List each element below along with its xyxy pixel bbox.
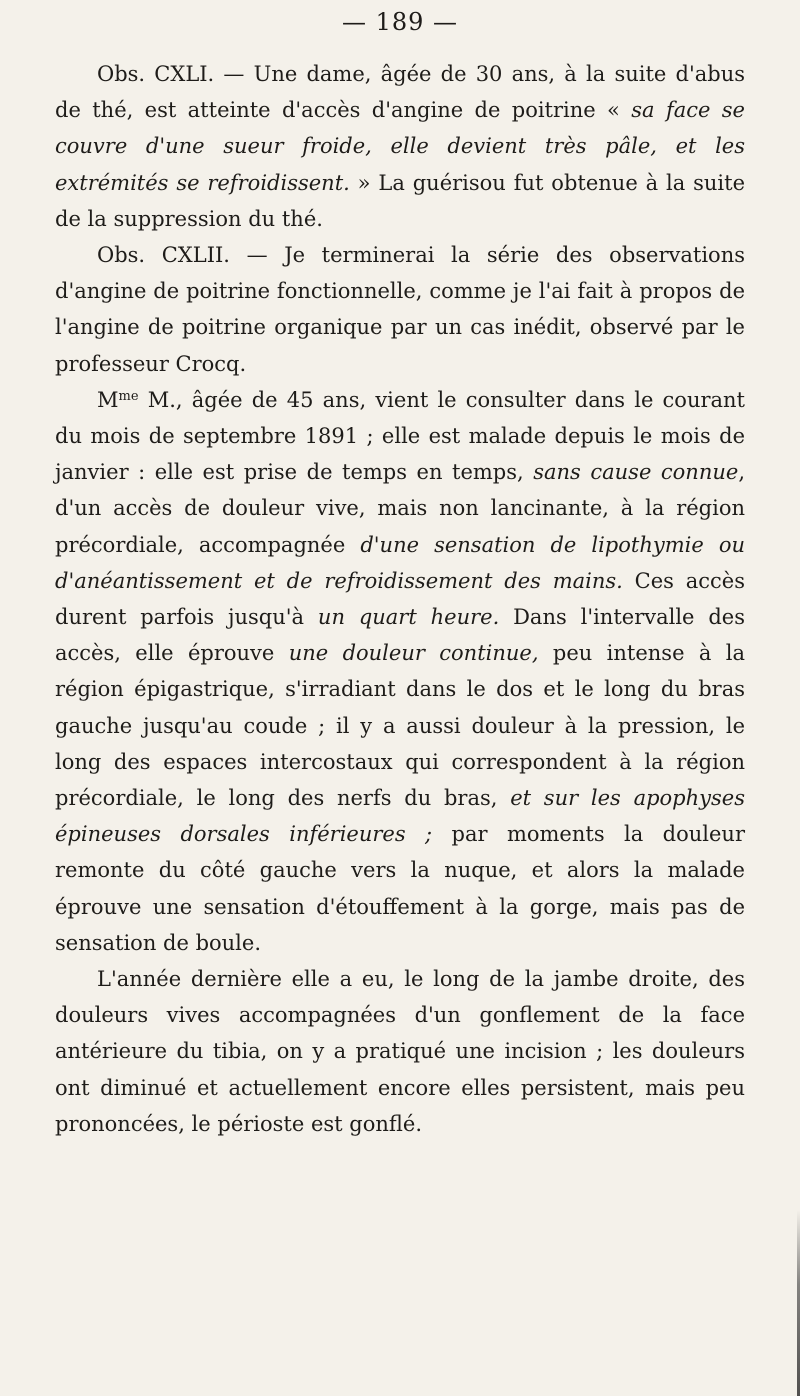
text-segment: Dans l'intervalle des accès, elle éprouve xyxy=(55,605,745,666)
italic-segment: une douleur continue, xyxy=(288,641,539,666)
text-segment: Obs. CXLII. — Je terminerai la série des observations d'angine de poitrine fonctionnelle, comme je l'ai fait à propos de l'angine de poitrine organique par un cas inédit, observé par le professeur Crocq. xyxy=(55,243,745,376)
paragraph-case-mme-m xyxy=(55,382,745,961)
text-segment: M xyxy=(97,387,119,412)
text-segment: Obs. CXLI. — Une dame, âgée de 30 ans, à la suite d'abus de thé, est atteinte d'accès d'angine de poitrine « xyxy=(55,62,745,123)
italic-segment: sa face se couvre d'une sueur froide, elle devient très pâle, et les extrémités se refroidissent. xyxy=(55,98,745,195)
text-segment: Ces accès durent parfois jusqu'à xyxy=(55,568,745,630)
text-segment: M., âgée de 45 ans, vient le consulter dans le courant du mois de septembre 1891 ; elle est malade depuis le mois de janvier : elle est prise de temps en temps, xyxy=(55,387,745,485)
text-segment: L'année dernière elle a eu, le long de la jambe droite, des douleurs vives accompagnées d'un gonflement de la face antérieure du tibia, on y a pratiqué une incision ; les douleurs ont diminué et actuellement encore elles persistent, mais peu prononcées, le périoste est gonflé. xyxy=(55,967,745,1136)
paragraph-obs-cxli xyxy=(55,56,745,237)
text-segment: peu intense à la région épigastrique, s'irradiant dans le dos et le long du bras gauche jusqu'au coude ; il y a aussi douleur à la pression, le long des espaces intercostaux qui correspondent à la région précordiale, le long des nerfs du bras, xyxy=(55,641,746,811)
paragraph-obs-cxlii xyxy=(55,237,745,382)
body-text xyxy=(55,56,745,1142)
page-number: — 189 — xyxy=(341,8,459,36)
text-segment: , d'un accès de douleur vive, mais non lancinante, à la région précordiale, accompagnée xyxy=(55,460,745,557)
superscript-segment: me xyxy=(118,388,139,404)
italic-segment: un quart heure. xyxy=(317,605,500,630)
paragraph-last-year xyxy=(55,961,745,1142)
italic-segment: et sur les apophyses épineuses dorsales inférieures ; xyxy=(55,786,745,847)
text-segment: » La guérisou fut obtenue à la suite de la suppression du thé. xyxy=(55,170,745,231)
italic-segment: d'une sensation de lipothymie ou d'anéantissement et de refroidissement des mains. xyxy=(55,532,745,593)
text-segment: par moments la douleur remonte du côté gauche vers la nuque, et alors la malade éprouve une sensation d'étouffement à la gorge, mais pas de sensation de boule. xyxy=(55,822,745,955)
italic-segment: sans cause connue xyxy=(533,460,739,485)
